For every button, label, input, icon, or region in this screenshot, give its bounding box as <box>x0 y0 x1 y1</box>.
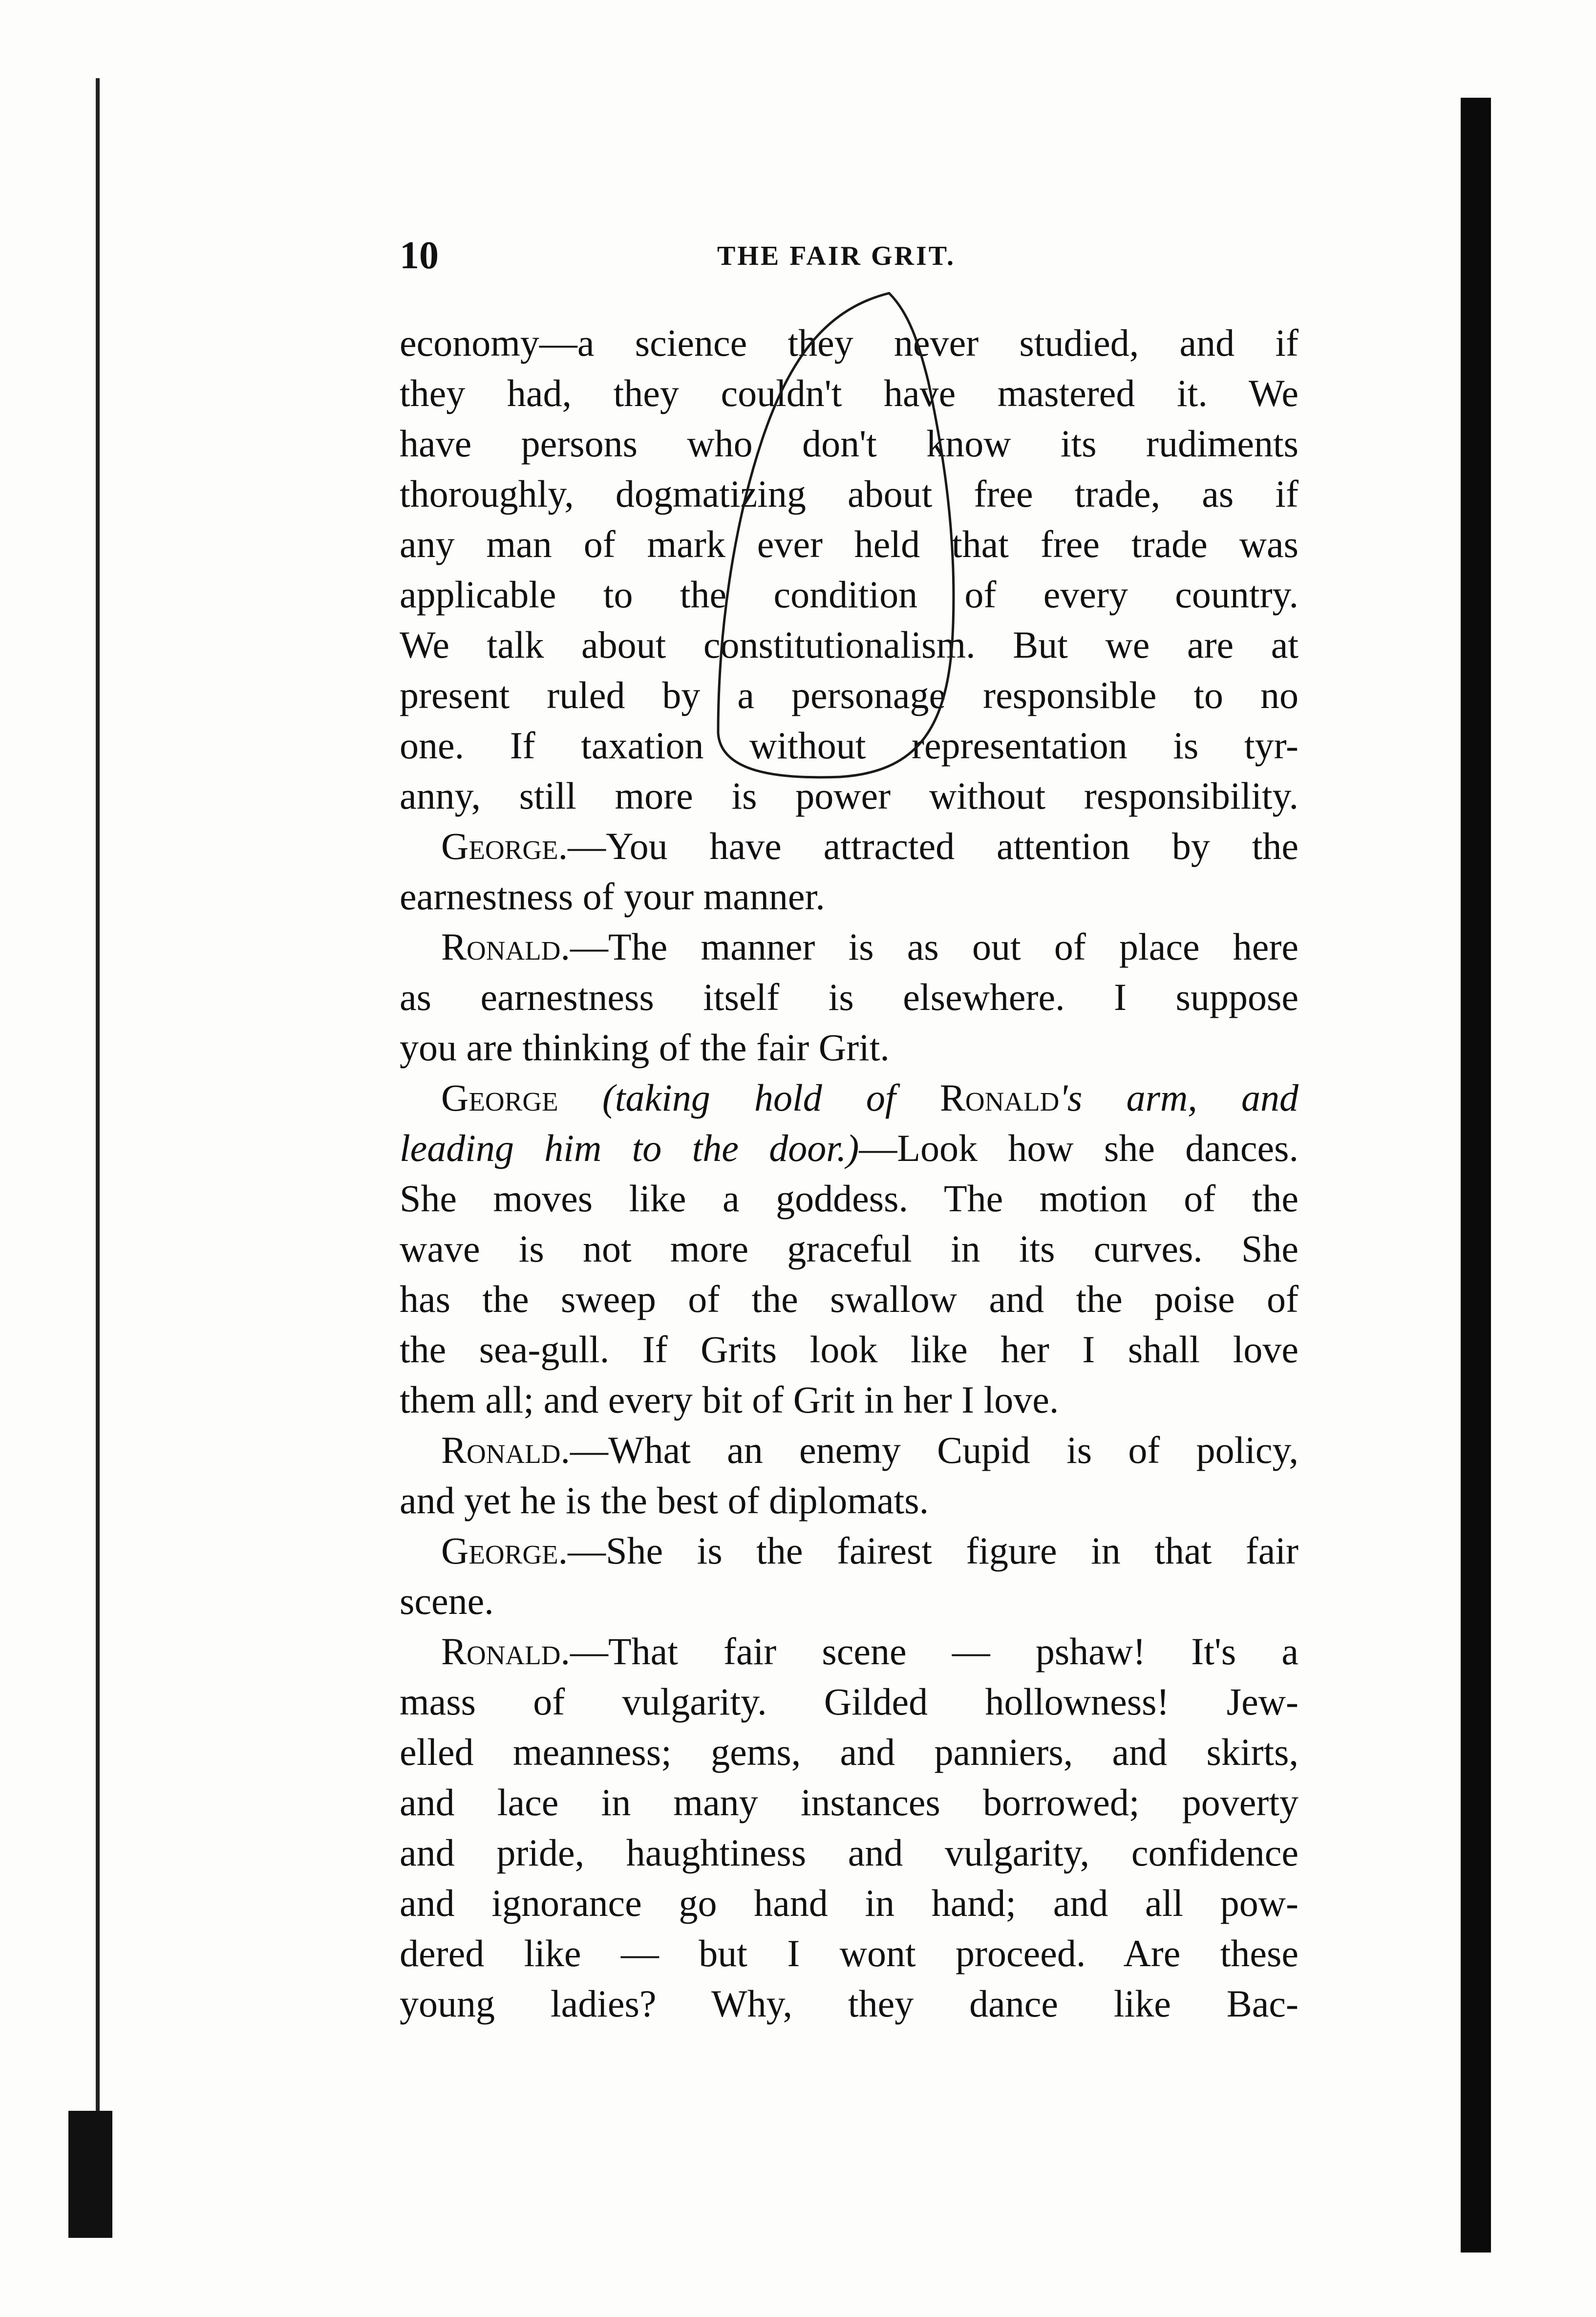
text-line <box>400 1827 1298 1878</box>
stage-direction: leading him to the door.) <box>400 1127 859 1169</box>
text-line <box>400 1878 1298 1928</box>
text-line <box>400 1324 1298 1374</box>
page-number: 10 <box>400 234 439 277</box>
text-line <box>400 1727 1298 1777</box>
line-text: anny, still more is power without responsibility. <box>400 774 1298 817</box>
line-text: wave is not more graceful in its curves. She <box>400 1227 1298 1270</box>
page-border-shadow <box>1461 98 1491 2253</box>
line-text: you are thinking of the fair Grit. <box>400 1026 890 1069</box>
binding-edge <box>68 78 122 2238</box>
text-line <box>400 1525 1298 1576</box>
speaker-name: Ronald. <box>441 1630 570 1673</box>
line-text: —What an enemy Cupid is of policy, <box>570 1429 1298 1471</box>
speaker-name: Ronald <box>939 1076 1060 1119</box>
text-line <box>400 1928 1298 1978</box>
line-text: —The manner is as out of place here <box>570 925 1298 968</box>
text-line <box>400 1173 1298 1223</box>
running-head <box>400 234 1303 287</box>
line-text: one. If taxation without representation is tyr- <box>400 724 1298 767</box>
text-line <box>400 1022 1298 1073</box>
text-line <box>400 1274 1298 1324</box>
text-line <box>400 620 1298 670</box>
binding-edge-shadow <box>68 2111 112 2238</box>
text-line <box>400 1073 1298 1123</box>
line-text: —You have attracted attention by the <box>568 825 1298 867</box>
line-text: the sea-gull. If Grits look like her I shall love <box>400 1328 1298 1371</box>
text-line <box>400 469 1298 519</box>
text-line <box>400 871 1298 922</box>
speaker-name: George. <box>441 1529 568 1572</box>
text-line <box>400 318 1298 368</box>
line-text: they had, they couldn't have mastered it. We <box>400 372 1298 414</box>
text-line <box>400 1475 1298 1525</box>
line-text: —That fair scene — pshaw! It's a <box>570 1630 1298 1673</box>
stage-direction: 's arm, and <box>1059 1076 1298 1119</box>
line-text: has the sweep of the swallow and the poise of <box>400 1278 1298 1320</box>
text-line <box>400 972 1298 1022</box>
line-text: present ruled by a personage responsible to no <box>400 674 1298 716</box>
text-line <box>400 922 1298 972</box>
line-text: —She is the fairest figure in that fair <box>568 1529 1298 1572</box>
text-line <box>400 569 1298 620</box>
text-line <box>400 1425 1298 1475</box>
text-line <box>400 1978 1298 2029</box>
line-text: and pride, haughtiness and vulgarity, confidence <box>400 1831 1298 1874</box>
text-line <box>400 1123 1298 1173</box>
line-text: young ladies? Why, they dance like Bac- <box>400 1982 1298 2025</box>
text-line <box>400 1676 1298 1727</box>
line-text: applicable to the condition of every country. <box>400 573 1298 616</box>
binding-edge-line <box>96 78 100 2238</box>
speaker-name: Ronald. <box>441 925 570 968</box>
text-line <box>400 368 1298 418</box>
line-text: scene. <box>400 1580 494 1622</box>
line-text: She moves like a goddess. The motion of the <box>400 1177 1298 1220</box>
text-line <box>400 1626 1298 1676</box>
text-line <box>400 1777 1298 1827</box>
line-text: elled meanness; gems, and panniers, and skirts, <box>400 1731 1298 1773</box>
line-text: dered like — but I wont proceed. Are these <box>400 1932 1298 1974</box>
speaker-name: George <box>441 1076 558 1119</box>
text-line <box>400 670 1298 720</box>
text-line <box>400 1576 1298 1626</box>
line-text: We talk about constitutionalism. But we are at <box>400 623 1298 666</box>
line-text: mass of vulgarity. Gilded hollowness! Jew- <box>400 1680 1298 1723</box>
line-text: and ignorance go hand in hand; and all pow- <box>400 1882 1298 1924</box>
speaker-name: George. <box>441 825 568 867</box>
speaker-name: Ronald. <box>441 1429 570 1471</box>
line-text: as earnestness itself is elsewhere. I suppose <box>400 976 1298 1018</box>
running-title: THE FAIR GRIT. <box>717 241 956 271</box>
text-line <box>400 1374 1298 1425</box>
line-text: them all; and every bit of Grit in her I love. <box>400 1378 1059 1421</box>
text-line <box>400 821 1298 871</box>
text-line <box>400 1223 1298 1274</box>
line-text: and yet he is the best of diplomats. <box>400 1479 929 1522</box>
line-text: and lace in many instances borrowed; poverty <box>400 1781 1298 1824</box>
line-text: —Look how she dances. <box>859 1127 1299 1169</box>
line-text: economy—a science they never studied, and if <box>400 322 1298 364</box>
body-text <box>400 318 1298 2029</box>
text-line <box>400 771 1298 821</box>
stage-direction: (taking hold of <box>558 1076 940 1119</box>
line-text: have persons who don't know its rudiments <box>400 422 1298 465</box>
line-text: thoroughly, dogmatizing about free trade, as if <box>400 472 1298 515</box>
text-line <box>400 720 1298 771</box>
text-line <box>400 519 1298 569</box>
line-text: any man of mark ever held that free trade was <box>400 523 1298 565</box>
text-line <box>400 418 1298 469</box>
line-text: earnestness of your manner. <box>400 875 825 918</box>
